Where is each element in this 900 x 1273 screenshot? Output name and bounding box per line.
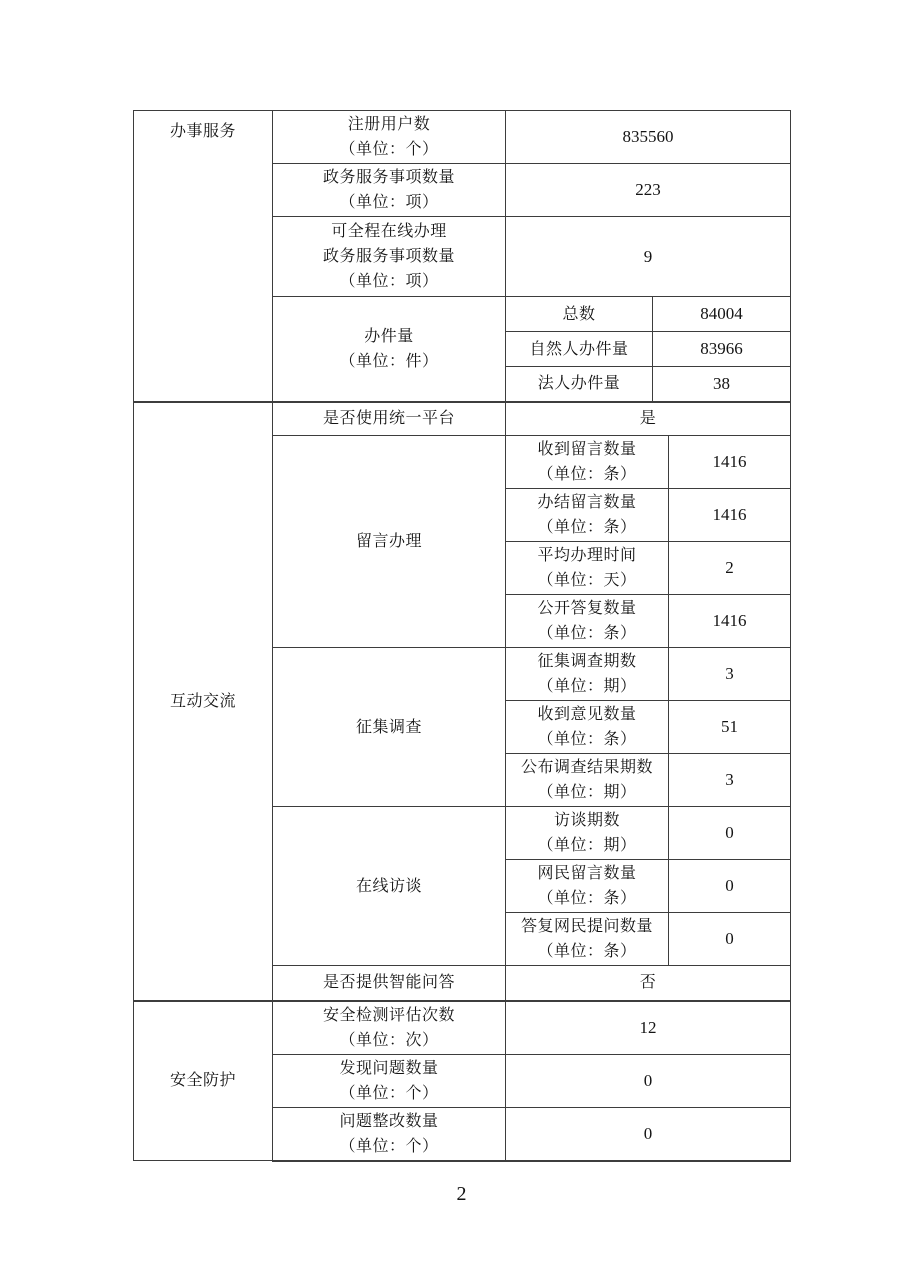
netizen-replies-label-cell [506, 913, 669, 966]
opinions-received-value: 51 [669, 701, 791, 754]
problems-fixed-value: 0 [506, 1107, 791, 1161]
opinions-received-label: 收到意见数量 [537, 706, 637, 723]
messages-completed-label-cell [506, 489, 669, 542]
interview-periods-label-cell [506, 807, 669, 860]
registered-users-label: 注册用户数 [347, 116, 431, 133]
messages-received-unit: （单位：条） [537, 466, 637, 483]
unified-platform-label: 是否使用统一平台 [273, 402, 506, 436]
online-interview-label: 在线访谈 [273, 807, 506, 966]
survey-periods-unit: （单位：期） [537, 678, 637, 695]
page-number: 2 [456, 1183, 467, 1205]
security-checks-label: 安全检测评估次数 [322, 1006, 455, 1024]
security-checks-label-cell [273, 1001, 506, 1055]
unified-platform-value: 是 [506, 402, 791, 436]
messages-received-label: 收到留言数量 [537, 441, 637, 458]
service-items-value: 223 [506, 164, 791, 217]
survey-collection-label: 征集调查 [273, 648, 506, 807]
messages-completed-label: 办结留言数量 [537, 494, 637, 511]
public-replies-unit: （单位：条） [537, 625, 637, 642]
avg-handling-time-unit: （单位：天） [537, 572, 637, 589]
opinions-received-unit: （单位：条） [537, 731, 637, 748]
security-checks-value: 12 [506, 1001, 791, 1055]
registered-users-value: 835560 [506, 111, 791, 164]
problems-found-value: 0 [506, 1054, 791, 1107]
netizen-replies-label: 答复网民提问数量 [520, 918, 653, 935]
netizen-messages-label-cell [506, 860, 669, 913]
interview-periods-unit: （单位：期） [537, 837, 637, 854]
messages-received-label-cell [506, 436, 669, 489]
case-volume-legal-value: 38 [653, 367, 791, 402]
survey-results-unit: （单位：期） [537, 784, 637, 801]
smart-qa-label: 是否提供智能问答 [273, 966, 506, 1001]
case-volume-unit: （单位：件） [339, 352, 439, 370]
category-cell-interaction: 互动交流 [134, 402, 273, 1001]
avg-handling-time-label-cell [506, 542, 669, 595]
survey-results-value: 3 [669, 754, 791, 807]
messages-completed-value: 1416 [669, 489, 791, 542]
problems-found-unit: （单位：个） [339, 1084, 439, 1102]
case-volume-legal-label: 法人办件量 [506, 367, 653, 402]
full-online-items-label2: 政务服务事项数量 [322, 248, 455, 265]
registered-users-label-cell [273, 111, 506, 164]
service-items-label-cell [273, 164, 506, 217]
annual-report-table [133, 110, 791, 1162]
registered-users-unit: （单位：个） [339, 141, 439, 158]
category-cell-security: 安全防护 [134, 1001, 273, 1161]
case-volume-label-cell [273, 297, 506, 402]
public-replies-value: 1416 [669, 595, 791, 648]
avg-handling-time-label: 平均办理时间 [537, 547, 637, 564]
full-online-items-label1: 可全程在线办理 [331, 223, 447, 240]
case-volume-total-label: 总数 [506, 297, 653, 332]
full-online-items-label-cell [273, 217, 506, 297]
full-online-items-value: 9 [506, 217, 791, 297]
survey-periods-label: 征集调查期数 [537, 653, 637, 670]
security-checks-unit: （单位：次） [339, 1031, 439, 1049]
opinions-received-label-cell [506, 701, 669, 754]
public-replies-label-cell [506, 595, 669, 648]
netizen-messages-label: 网民留言数量 [537, 865, 637, 882]
smart-qa-value: 否 [506, 966, 791, 1001]
interview-periods-value: 0 [669, 807, 791, 860]
netizen-messages-value: 0 [669, 860, 791, 913]
netizen-replies-value: 0 [669, 913, 791, 966]
netizen-messages-unit: （单位：条） [537, 890, 637, 907]
messages-received-value: 1416 [669, 436, 791, 489]
messages-completed-unit: （单位：条） [537, 519, 637, 536]
case-volume-label: 办件量 [364, 327, 414, 345]
survey-periods-value: 3 [669, 648, 791, 701]
problems-found-label: 发现问题数量 [339, 1059, 439, 1077]
problems-fixed-unit: （单位：个） [339, 1137, 439, 1155]
survey-results-label: 公布调查结果期数 [520, 759, 653, 776]
case-volume-natural-label: 自然人办件量 [506, 332, 653, 367]
avg-handling-time-value: 2 [669, 542, 791, 595]
case-volume-total-value: 84004 [653, 297, 791, 332]
survey-results-label-cell [506, 754, 669, 807]
survey-periods-label-cell [506, 648, 669, 701]
service-items-unit: （单位：项） [339, 194, 439, 211]
category-cell-office-services: 办事服务 [134, 111, 273, 402]
public-replies-label: 公开答复数量 [537, 600, 637, 617]
problems-fixed-label-cell [273, 1107, 506, 1161]
message-handling-label: 留言办理 [273, 436, 506, 648]
problems-fixed-label: 问题整改数量 [339, 1112, 439, 1130]
full-online-items-unit: （单位：项） [339, 273, 439, 290]
problems-found-label-cell [273, 1054, 506, 1107]
netizen-replies-unit: （单位：条） [537, 943, 637, 960]
case-volume-natural-value: 83966 [653, 332, 791, 367]
service-items-label: 政务服务事项数量 [322, 169, 455, 186]
interview-periods-label: 访谈期数 [553, 812, 620, 829]
